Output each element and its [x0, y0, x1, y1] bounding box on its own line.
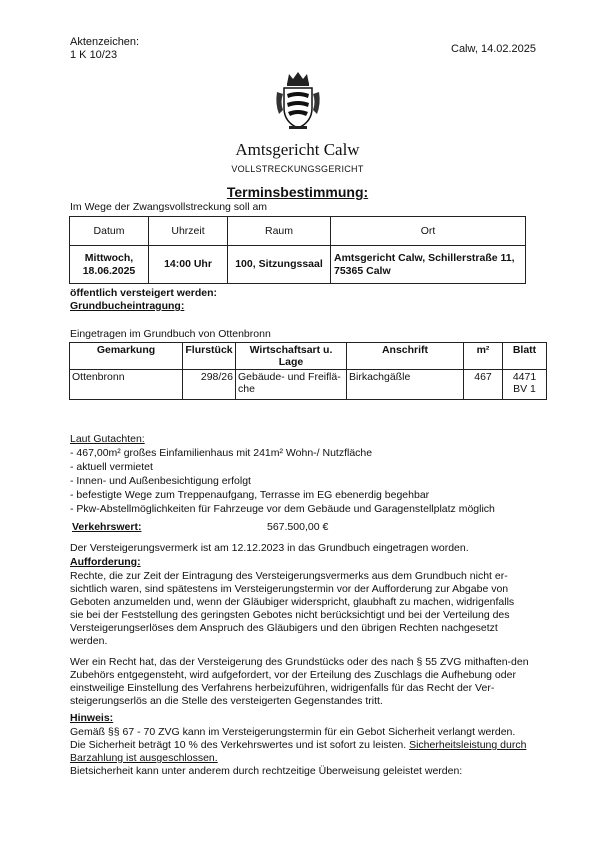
- list-item: - Innen- und Außenbesichtigung erfolgt: [70, 475, 251, 487]
- auction-note: Der Versteigerungsvermerk ist am 12.12.2023 in das Grundbuch eingetragen worden.: [70, 542, 469, 554]
- header-cell: Raum: [228, 217, 331, 246]
- room-cell: 100, Sitzungssaal: [228, 246, 331, 284]
- header-cell: Anschrift: [347, 343, 464, 370]
- request-paragraph-1: Rechte, die zur Zeit der Eintragung des Versteigerungsvermerks aus dem Grundbuch nicht er-sichtlich waren, sind spätestens im Versteigerungstermin vor der Aufforderung zur Abgabe von Geboten anzumelden und, wenn der Gläubiger widerspricht, glaubhaft zu machen, widrigenfalls sie bei der Feststellung des geringsten Gebotes nicht berücksichtigt und bei der Verteilung des Versteigerungserlöses dem Anspruch des Gläubigers und den übrigen Rechten nachgesetzt werden.: [70, 570, 515, 647]
- table-row: [70, 370, 547, 400]
- header-cell: Gemarkung: [70, 343, 183, 370]
- date-cell: Mittwoch, 18.06.2025: [70, 246, 149, 284]
- list-item: - Pkw-Abstellmöglichkeiten für Fahrzeuge vor dem Gebäude und Garagenstellplatz möglich: [70, 503, 495, 515]
- header-cell: Ort: [331, 217, 526, 246]
- court-department: VOLLSTRECKUNGSGERICHT: [231, 164, 364, 174]
- appointment-table: [69, 216, 526, 284]
- intro-text: Im Wege der Zwangsvollstreckung soll am: [70, 201, 268, 213]
- header-cell: Datum: [70, 217, 149, 246]
- file-number-label: Aktenzeichen:: [70, 36, 140, 48]
- notice-heading: Hinweis:: [70, 712, 114, 724]
- header-cell: Wirtschaftsart u. Lage: [236, 343, 347, 370]
- notice-line-2b: Sicherheitsleistung durch Barzahlung ist ausgeschlossen.: [70, 739, 527, 764]
- market-value: 567.500,00 €: [267, 521, 329, 533]
- table-cell: Ottenbronn: [70, 370, 183, 400]
- table-row: [70, 246, 526, 284]
- table-cell: 4471 BV 1: [503, 370, 547, 400]
- notice-paragraph: [70, 726, 530, 778]
- list-item: - befestigte Wege zum Treppenaufgang, Terrasse im EG ebenerdig begehbar: [70, 489, 430, 501]
- header-cell: Uhrzeit: [149, 217, 228, 246]
- request-heading: Aufforderung:: [70, 556, 141, 568]
- header-cell: Flurstück: [183, 343, 236, 370]
- coat-of-arms-icon: [275, 70, 321, 132]
- header-cell: m²: [464, 343, 503, 370]
- appraisal-list: [70, 447, 540, 516]
- auction-text: öffentlich versteigert werden:: [70, 287, 218, 299]
- property-table: [69, 342, 547, 400]
- list-item: - 467,00m² großes Einfamilienhaus mit 241m² Wohn-/ Nutzfläche: [70, 447, 373, 459]
- notice-line-3: Bietsicherheit kann unter anderem durch rechtzeitige Überweisung geleistet werden:: [70, 765, 463, 777]
- table-cell: 298/26: [183, 370, 236, 400]
- table-header-row: [70, 217, 526, 246]
- time-cell: 14:00 Uhr: [149, 246, 228, 284]
- land-register-heading: Grundbucheintragung:: [70, 300, 185, 312]
- document-title: Terminsbestimmung:: [226, 184, 369, 200]
- location-cell: Amtsgericht Calw, Schillerstraße 11, 75365 Calw: [331, 246, 526, 284]
- header-cell: Blatt: [503, 343, 547, 370]
- land-register-intro: Eingetragen im Grundbuch von Ottenbronn: [70, 328, 271, 340]
- request-paragraph-2: Wer ein Recht hat, das der Versteigerung des Grundstücks oder des nach § 55 ZVG mithaften-den Zubehörs entgegensteht, wird aufgefordert, vor der Erteilung des Zuschlags die Aufhebung oder einstweilige Einstellung des Verfahrens herbeizuführen, widrigenfalls für das Recht der Ver-steigerungserlös an die Stelle des versteigerten Gegenstandes tritt.: [70, 656, 529, 707]
- market-value-label: Verkehrswert:: [72, 521, 142, 533]
- table-header-row: [70, 343, 547, 370]
- appraisal-heading: Laut Gutachten:: [70, 433, 145, 445]
- notice-line-1: Gemäß §§ 67 - 70 ZVG kann im Versteigerungstermin für ein Gebot Sicherheit verlangt werden.: [70, 726, 516, 738]
- court-name: Amtsgericht Calw: [235, 140, 360, 159]
- place-date: Calw, 14.02.2025: [451, 43, 537, 55]
- list-item: - aktuell vermietet: [70, 461, 153, 473]
- table-cell: Gebäude- und Freiflä-che: [236, 370, 347, 400]
- file-number: 1 K 10/23: [70, 49, 118, 61]
- notice-line-2a: Die Sicherheit beträgt 10 % des Verkehrswertes und ist sofort zu leisten.: [70, 739, 407, 751]
- table-cell: Birkachgäßle: [347, 370, 464, 400]
- table-cell: 467: [464, 370, 503, 400]
